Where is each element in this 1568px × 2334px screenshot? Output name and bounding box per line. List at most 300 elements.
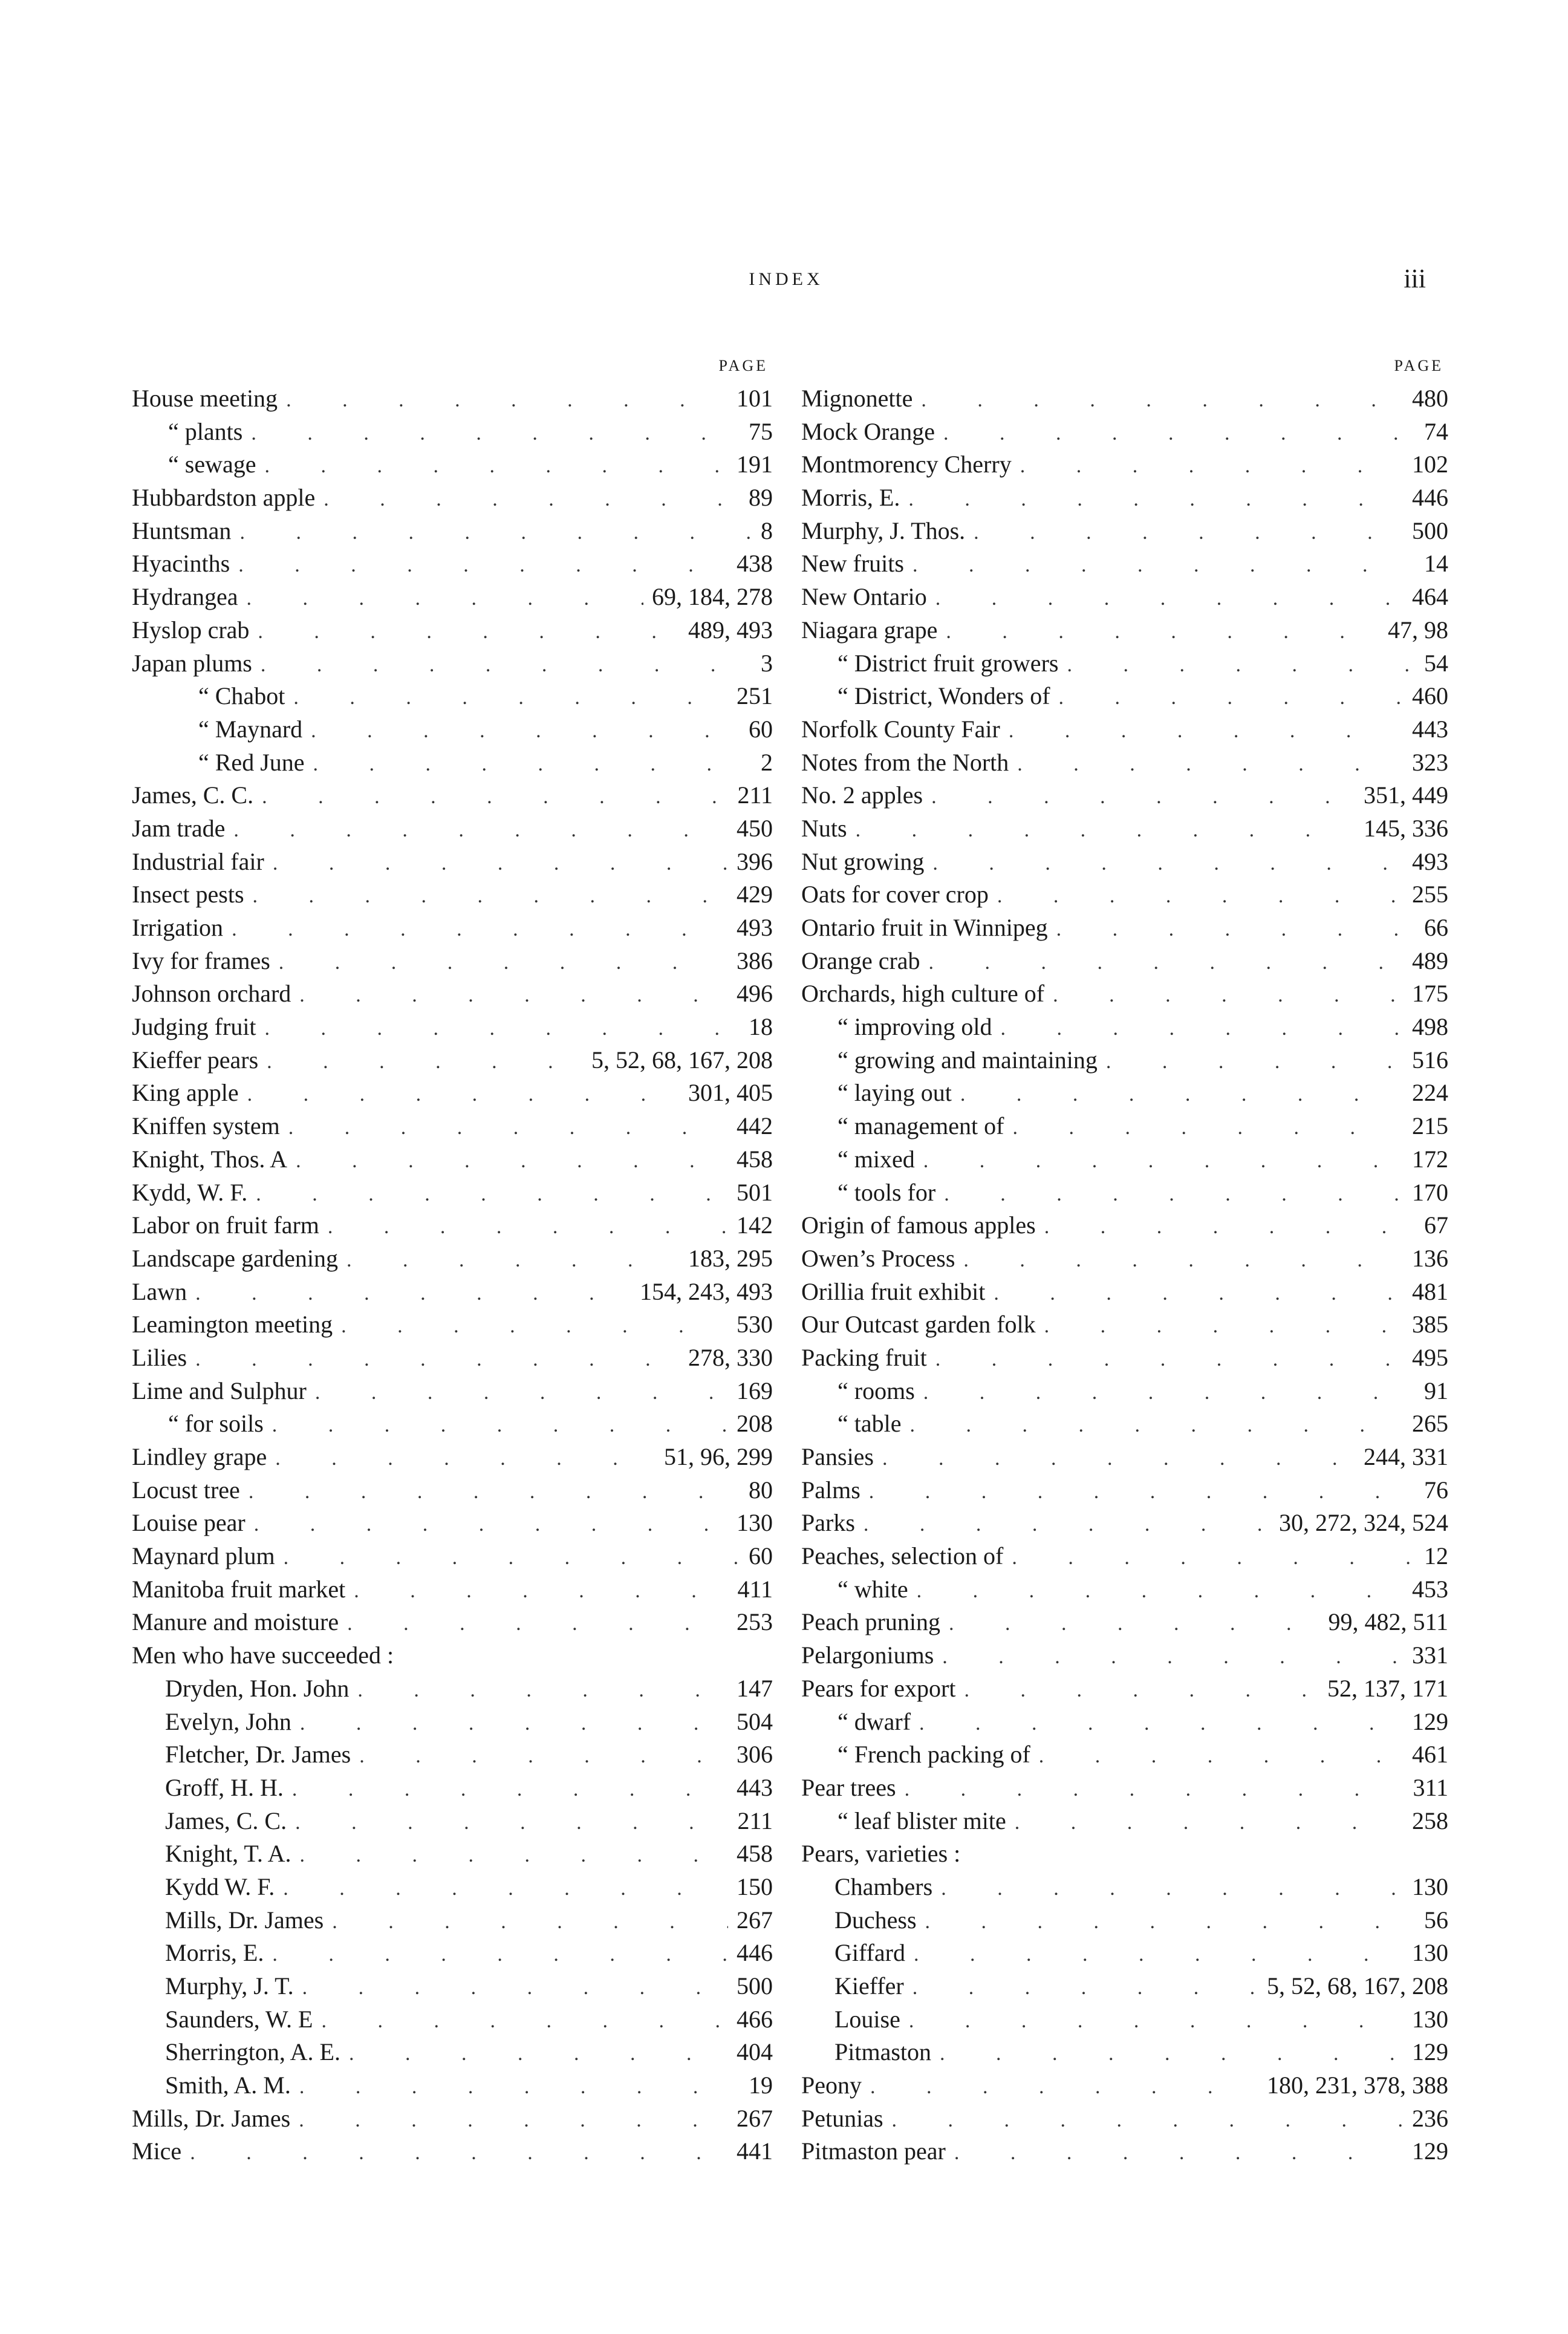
dot-leader	[944, 1183, 1404, 1206]
dot-leader	[1009, 720, 1404, 743]
index-term: Fletcher, Dr. James	[165, 1741, 351, 1768]
dot-leader	[917, 1580, 1404, 1603]
index-term: Pelargoniums	[801, 1641, 934, 1669]
dot-leader	[293, 686, 728, 709]
index-entry	[801, 1310, 1448, 1343]
dot-leader	[1059, 686, 1404, 709]
page-references: 76	[1424, 1476, 1448, 1504]
index-entry	[132, 880, 773, 913]
dot-leader	[1012, 1116, 1404, 1139]
page-column-label: PAGE	[718, 357, 768, 374]
index-term: Japan plums	[132, 649, 252, 677]
dot-leader	[262, 786, 729, 809]
page-references: 446	[1412, 484, 1448, 512]
page-references: 496	[737, 980, 773, 1008]
index-entry	[132, 1773, 773, 1807]
index-entry	[801, 450, 1448, 483]
page-references: 516	[1412, 1046, 1448, 1074]
page-references: 481	[1412, 1277, 1448, 1305]
index-term: “ laying out	[838, 1079, 952, 1107]
page-references: 191	[737, 451, 773, 478]
index-term: Hubbardston apple	[132, 484, 316, 512]
index-entry	[132, 1839, 773, 1873]
index-term: Louise	[834, 2005, 900, 2033]
page-references: 142	[737, 1211, 773, 1239]
index-entry	[132, 1343, 773, 1377]
dot-leader	[354, 1580, 729, 1603]
index-entry	[132, 1145, 773, 1178]
page-references: 169	[737, 1377, 773, 1404]
index-term: Palms	[801, 1476, 860, 1504]
dot-leader	[914, 1943, 1404, 1966]
index-entry	[132, 1244, 773, 1277]
index-term: Pears, varieties :	[801, 1840, 961, 1868]
index-term: “ management of	[838, 1112, 1004, 1140]
page-references: 5, 52, 68, 167, 208	[1267, 1972, 1448, 2000]
dot-leader	[919, 1712, 1404, 1735]
dot-leader	[347, 1612, 728, 1635]
page-column-label: PAGE	[1394, 357, 1443, 374]
dot-leader	[251, 422, 740, 445]
dot-leader	[299, 984, 728, 1007]
page-references: 458	[737, 1840, 773, 1868]
index-entry	[132, 715, 773, 748]
index-term: Notes from the North	[801, 748, 1009, 776]
index-term: Pitmaston pear	[801, 2137, 946, 2165]
page-references: 453	[1412, 1575, 1448, 1603]
dot-leader	[247, 1083, 680, 1106]
index-term: Louise pear	[132, 1509, 246, 1537]
index-entry	[132, 1575, 773, 1608]
dot-leader	[279, 951, 728, 974]
page-references: 489	[1412, 947, 1448, 974]
index-term: “ for soils	[168, 1410, 264, 1438]
index-term: Morris, E.	[165, 1939, 264, 1967]
index-term: “ District, Wonders of	[838, 682, 1050, 710]
index-term: Maynard plum	[132, 1542, 275, 1570]
index-entry	[132, 1740, 773, 1773]
dot-leader	[925, 1911, 1416, 1934]
index-term: Parks	[801, 1509, 855, 1537]
index-entry	[132, 2071, 773, 2104]
index-term: “ District fruit growers	[838, 649, 1059, 677]
index-entry	[801, 1773, 1448, 1807]
index-entry	[132, 1046, 773, 1079]
index-entry	[801, 1508, 1448, 1542]
index-term: “ mixed	[838, 1145, 915, 1173]
index-entry	[801, 1277, 1448, 1311]
page-references: 8	[761, 517, 773, 544]
index-entry	[801, 781, 1448, 814]
index-term: Niagara grape	[801, 616, 938, 644]
index-term: Johnson orchard	[132, 980, 291, 1008]
page-references: 147	[737, 1674, 773, 1702]
index-entry	[801, 1078, 1448, 1112]
page-references: 51, 96, 299	[664, 1443, 773, 1470]
index-entry	[132, 1409, 773, 1442]
index-term: Groff, H. H.	[165, 1773, 284, 1801]
page-references: 136	[1412, 1244, 1448, 1272]
index-term: Mignonette	[801, 385, 913, 412]
index-term: Landscape gardening	[132, 1244, 338, 1272]
dot-leader	[1044, 1216, 1416, 1239]
dot-leader	[954, 2142, 1404, 2165]
index-term: Ontario fruit in Winnipeg	[801, 914, 1048, 941]
dot-leader	[909, 2010, 1404, 2033]
index-entry	[801, 1972, 1448, 2005]
index-entry	[132, 2005, 773, 2038]
page-references: 331	[1412, 1641, 1448, 1669]
index-entry	[132, 1906, 773, 1939]
page-references: 175	[1412, 980, 1448, 1008]
page-references: 461	[1412, 1741, 1448, 1768]
page-references: 493	[1412, 847, 1448, 875]
index-term: Lime and Sulphur	[132, 1377, 307, 1404]
dot-leader	[246, 587, 643, 610]
page-references: 129	[1412, 2137, 1448, 2165]
dot-leader	[935, 1348, 1404, 1371]
index-entry	[132, 582, 773, 616]
index-entry	[132, 1508, 773, 1542]
index-term: Kydd, W. F.	[132, 1178, 248, 1206]
page-references: 130	[737, 1509, 773, 1537]
dot-leader	[1044, 1315, 1404, 1338]
dot-leader	[302, 1977, 728, 2000]
page-references: 14	[1424, 550, 1448, 578]
index-entry	[801, 549, 1448, 582]
dot-leader	[864, 1513, 1270, 1536]
index-term: Jam trade	[132, 814, 226, 842]
index-entry	[132, 979, 773, 1012]
page-references: 500	[1412, 517, 1448, 544]
page-references: 69, 184, 278	[652, 583, 773, 611]
index-entry	[132, 1012, 773, 1046]
index-entry	[132, 748, 773, 781]
index-entry	[132, 1674, 773, 1707]
dot-leader	[239, 521, 752, 544]
dot-leader	[974, 521, 1404, 544]
index-entry	[801, 616, 1448, 649]
index-entry	[132, 1310, 773, 1343]
dot-leader	[311, 720, 740, 743]
index-entry	[801, 649, 1448, 682]
dot-leader	[258, 621, 680, 644]
page-references: 301, 405	[688, 1079, 773, 1107]
dot-leader	[357, 1679, 728, 1702]
index-entry	[132, 1542, 773, 1575]
index-entry	[801, 1575, 1448, 1608]
index-term: Knight, Thos. A	[132, 1145, 288, 1173]
dot-leader	[1056, 918, 1416, 941]
index-term: Montmorency Cherry	[801, 451, 1012, 478]
page-references: 311	[1413, 1773, 1448, 1801]
page-references: 460	[1412, 682, 1448, 710]
page-references: 99, 482, 511	[1328, 1608, 1448, 1636]
index-term: “ Maynard	[198, 715, 303, 743]
index-entry	[132, 1641, 773, 1674]
page-references: 215	[1412, 1112, 1448, 1140]
index-term: Kieffer pears	[132, 1046, 259, 1074]
index-term: Peaches, selection of	[801, 1542, 1004, 1570]
dot-leader	[292, 1778, 728, 1801]
index-entry	[132, 1938, 773, 1972]
page-references: 74	[1424, 417, 1448, 445]
page-references: 501	[737, 1178, 773, 1206]
index-term: Leamington meeting	[132, 1311, 333, 1338]
index-term: “ leaf blister mite	[838, 1807, 1006, 1834]
index-entry	[801, 1807, 1448, 1840]
index-entry	[801, 1012, 1448, 1046]
index-entry	[132, 1608, 773, 1641]
index-entry	[132, 781, 773, 814]
dot-leader	[267, 1051, 583, 1074]
dot-leader	[912, 554, 1416, 577]
page-references: 267	[737, 2104, 773, 2132]
index-term: Manitoba fruit market	[132, 1575, 346, 1603]
dot-leader	[963, 1249, 1404, 1272]
page-references: 129	[1412, 2038, 1448, 2066]
index-entry	[801, 1641, 1448, 1674]
page-references: 60	[749, 715, 773, 743]
index-entry	[801, 1211, 1448, 1244]
dot-leader	[935, 587, 1404, 610]
index-term: No. 2 apples	[801, 781, 923, 809]
dot-leader	[359, 1745, 728, 1768]
dot-leader	[921, 389, 1404, 412]
page-references: 3	[761, 649, 773, 677]
index-entry	[801, 1145, 1448, 1178]
dot-leader	[295, 1811, 729, 1834]
index-entry	[132, 1476, 773, 1509]
page-references: 351, 449	[1364, 781, 1448, 809]
page-references: 80	[749, 1476, 773, 1504]
page-references: 145, 336	[1364, 814, 1448, 842]
index-term: Hyacinths	[132, 550, 230, 578]
index-column-left	[132, 348, 773, 2170]
index-entry	[801, 947, 1448, 980]
index-term: Murphy, J. Thos.	[801, 517, 966, 544]
index-entry	[132, 1707, 773, 1741]
index-term: “ dwarf	[838, 1707, 911, 1735]
dot-leader	[265, 1017, 740, 1040]
page-references: 489, 493	[688, 616, 773, 644]
page-references: 504	[737, 1707, 773, 1735]
page-references: 102	[1412, 451, 1448, 478]
page-references: 19	[749, 2072, 773, 2099]
dot-leader	[964, 1679, 1319, 1702]
page-references: 443	[1412, 715, 1448, 743]
dot-leader	[346, 1249, 680, 1272]
index-entry	[132, 1078, 773, 1112]
dot-leader	[190, 2142, 728, 2165]
page-references: 30, 272, 324, 524	[1279, 1509, 1448, 1537]
index-term: Kydd W. F.	[165, 1873, 275, 1900]
index-entry	[801, 483, 1448, 517]
index-entry	[801, 2038, 1448, 2071]
index-term: Mock Orange	[801, 417, 935, 445]
dot-leader	[856, 819, 1355, 842]
dot-leader	[232, 918, 728, 941]
index-term: Kniffen system	[132, 1112, 280, 1140]
page-references: 183, 295	[688, 1244, 773, 1272]
page-references: 211	[737, 781, 773, 809]
dot-leader	[1020, 455, 1404, 478]
index-term: Mills, Dr. James	[165, 1906, 324, 1934]
index-entry	[801, 1476, 1448, 1509]
index-term: Irrigation	[132, 914, 224, 941]
index-entry	[132, 1807, 773, 1840]
dot-leader	[1053, 984, 1404, 1007]
page-references: 446	[737, 1939, 773, 1967]
dot-leader	[940, 2042, 1404, 2065]
dot-leader	[943, 422, 1416, 445]
dot-leader	[869, 1481, 1416, 1504]
page-references: 411	[737, 1575, 773, 1603]
index-term: Packing fruit	[801, 1343, 927, 1371]
index-term: “ improving old	[838, 1013, 992, 1041]
dot-leader	[1067, 654, 1416, 677]
page-references: 180, 231, 378, 388	[1267, 2072, 1448, 2099]
page-references: 208	[737, 1410, 773, 1438]
dot-leader	[923, 1150, 1404, 1173]
dot-leader	[272, 1414, 728, 1437]
page-references: 150	[737, 1873, 773, 1900]
index-term: Norfolk County Fair	[801, 715, 1000, 743]
dot-leader	[272, 1943, 728, 1966]
index-term: Knight, T. A.	[165, 1840, 291, 1868]
dot-leader	[1001, 1017, 1404, 1040]
page-references: 60	[749, 1542, 773, 1570]
index-entry	[132, 517, 773, 550]
index-term: Morris, E.	[801, 484, 900, 512]
index-entry	[801, 2071, 1448, 2104]
index-entry	[801, 1377, 1448, 1410]
page-references: 89	[749, 484, 773, 512]
page-references: 236	[1412, 2104, 1448, 2132]
index-entry	[801, 748, 1448, 781]
index-term: Locust tree	[132, 1476, 240, 1504]
page-references: 306	[737, 1741, 773, 1768]
index-entry	[132, 417, 773, 451]
index-entry	[801, 417, 1448, 451]
page-references: 47, 98	[1388, 616, 1448, 644]
index-entry	[132, 682, 773, 715]
index-entry	[801, 715, 1448, 748]
page-references: 52, 137, 171	[1327, 1674, 1448, 1702]
dot-leader	[912, 1977, 1258, 2000]
page-references: 12	[1424, 1542, 1448, 1570]
index-entry	[132, 450, 773, 483]
page-references: 278, 330	[688, 1343, 773, 1371]
dot-leader	[195, 1348, 680, 1371]
page-references: 2	[761, 748, 773, 776]
index-entry	[801, 1046, 1448, 1079]
page-references: 253	[737, 1608, 773, 1636]
dot-leader	[264, 455, 728, 478]
dot-leader	[249, 1481, 740, 1504]
index-term: Pears for export	[801, 1674, 956, 1702]
page-references: 258	[1412, 1807, 1448, 1834]
index-entry	[801, 1873, 1448, 1906]
index-entry	[132, 1972, 773, 2005]
page-references: 493	[737, 914, 773, 941]
index-term: Oats for cover crop	[801, 881, 989, 908]
dot-leader	[286, 389, 728, 412]
index-term: “ sewage	[168, 451, 256, 478]
page-references: 530	[737, 1311, 773, 1338]
page-references: 170	[1412, 1178, 1448, 1206]
index-entry	[801, 1707, 1448, 1741]
page-references: 466	[737, 2005, 773, 2033]
index-entry	[801, 1409, 1448, 1442]
dot-leader	[932, 852, 1404, 875]
index-entry	[801, 1674, 1448, 1707]
page-references: 5, 52, 68, 167, 208	[591, 1046, 773, 1074]
index-term: Orchards, high culture of	[801, 980, 1045, 1008]
index-term: Kieffer	[834, 1972, 904, 2000]
index-term: “ tools for	[838, 1178, 936, 1206]
dot-leader	[300, 1712, 728, 1735]
index-term: Pear trees	[801, 1773, 896, 1801]
index-term: Nut growing	[801, 847, 925, 875]
page-references: 67	[1424, 1211, 1448, 1239]
page-references: 56	[1424, 1906, 1448, 1934]
page-references: 130	[1412, 2005, 1448, 2033]
index-entry	[801, 2104, 1448, 2137]
index-entry-list	[801, 384, 1448, 2170]
dot-leader	[261, 654, 752, 677]
index-term: Insect pests	[132, 881, 244, 908]
page-references: 18	[749, 1013, 773, 1041]
index-entry	[801, 2137, 1448, 2170]
page-references: 267	[737, 1906, 773, 1934]
dot-leader	[283, 1877, 728, 1900]
index-entry	[132, 2038, 773, 2071]
dot-leader	[349, 2042, 728, 2065]
page-references: 495	[1412, 1343, 1448, 1371]
index-term: Lilies	[132, 1343, 187, 1371]
page-references: 130	[1412, 1873, 1448, 1900]
dot-leader	[284, 1547, 740, 1570]
page-references: 75	[749, 417, 773, 445]
dot-leader	[253, 885, 728, 908]
index-entry	[132, 1377, 773, 1410]
page-number: iii	[1404, 264, 1426, 293]
page-references: 498	[1412, 1013, 1448, 1041]
dot-leader	[882, 1447, 1355, 1470]
dot-leader	[931, 786, 1355, 809]
index-term: “ growing and maintaining	[838, 1046, 1098, 1074]
index-entry	[801, 814, 1448, 847]
index-term: Mills, Dr. James	[132, 2104, 291, 2132]
dot-leader	[256, 1183, 728, 1206]
index-term: “ Red June	[198, 748, 305, 776]
page-references: 323	[1412, 748, 1448, 776]
page-references: 255	[1412, 881, 1448, 908]
page-references: 429	[737, 881, 773, 908]
index-term: King apple	[132, 1079, 239, 1107]
index-entry	[801, 2005, 1448, 2038]
index-term: Mice	[132, 2137, 182, 2165]
dot-leader	[905, 1778, 1405, 1801]
index-entry	[801, 1343, 1448, 1377]
index-term: Labor on fruit farm	[132, 1211, 319, 1239]
index-term: “ plants	[168, 417, 243, 445]
index-term: Hydrangea	[132, 583, 238, 611]
index-term: Manure and moisture	[132, 1608, 339, 1636]
dot-leader	[313, 753, 752, 776]
index-term: Orillia fruit exhibit	[801, 1277, 986, 1305]
